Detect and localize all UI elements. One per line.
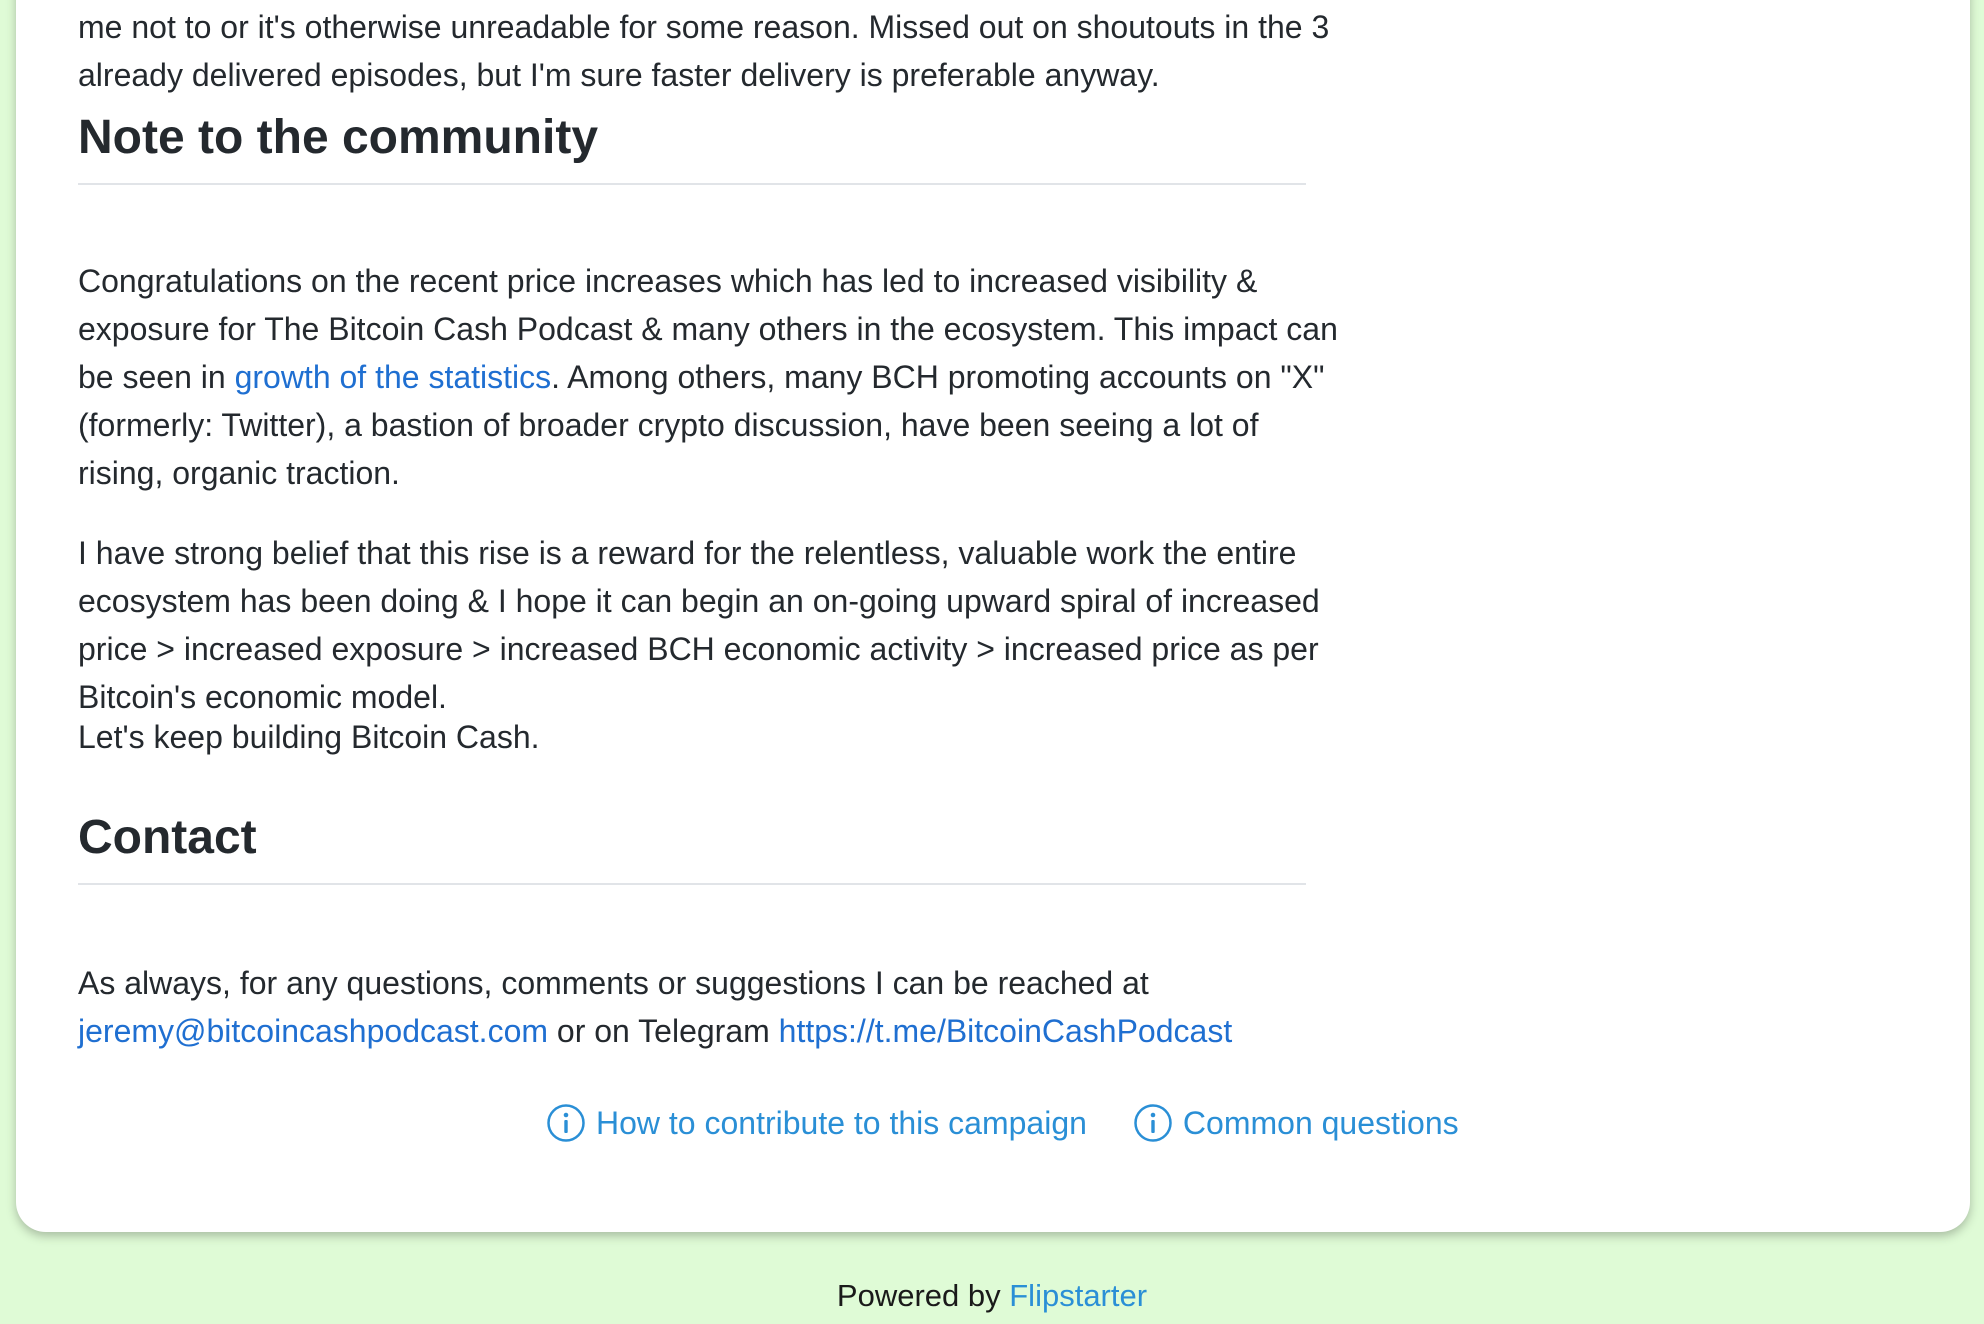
note-paragraph-1-before: Congratulations on the recent price increases which has led to increased visibility & exposure for The Bitcoin Cash Podcast & many others in the ecosystem. This impact can be seen in: [78, 263, 1338, 395]
info-circle-icon: [1133, 1103, 1173, 1143]
flipstarter-link[interactable]: Flipstarter: [1009, 1278, 1148, 1313]
contact-heading: Contact: [78, 810, 1306, 885]
footer: [0, 1276, 1984, 1316]
note-paragraph-1: [78, 257, 1338, 497]
info-circle-icon: [546, 1103, 586, 1143]
common-questions-link[interactable]: [1133, 1103, 1459, 1143]
intro-paragraph-tail: me not to or it's otherwise unreadable for some reason. Missed out on shoutouts in the 3 already delivered episodes, but I'm sure faster delivery is preferable anyway.: [78, 9, 1330, 93]
campaign-card: [16, 0, 1970, 1232]
common-questions-label: Common questions: [1182, 1105, 1459, 1141]
help-links: [546, 1103, 1459, 1143]
contact-text-middle: or on Telegram: [548, 1013, 779, 1049]
note-heading: Note to the community: [78, 110, 1306, 185]
note-paragraph-1-after: . Among others, many BCH promoting accounts on "X" (formerly: Twitter), a bastion of broader crypto discussion, have been seeing a lot of rising, organic traction.: [78, 359, 1325, 491]
contact-text-before: As always, for any questions, comments or suggestions I can be reached at: [78, 965, 1149, 1001]
how-to-contribute-label: How to contribute to this campaign: [596, 1105, 1087, 1141]
how-to-contribute-link[interactable]: [546, 1103, 1087, 1143]
contact-paragraph: [78, 959, 1338, 1055]
note-paragraph-3: Let's keep building Bitcoin Cash.: [78, 719, 540, 755]
email-link[interactable]: jeremy@bitcoincashpodcast.com: [78, 1013, 549, 1049]
powered-by-text: Powered by: [836, 1278, 1010, 1313]
note-paragraph-2: I have strong belief that this rise is a reward for the relentless, valuable work the entire ecosystem has been doing & I hope it can begin an on-going upward spiral of increased price > increased exposure > increased BCH economic activity > increased price as per Bitcoin's economic model.: [78, 535, 1320, 715]
telegram-link[interactable]: https://t.me/BitcoinCashPodcast: [778, 1013, 1233, 1049]
statistics-link[interactable]: growth of the statistics: [234, 359, 552, 395]
